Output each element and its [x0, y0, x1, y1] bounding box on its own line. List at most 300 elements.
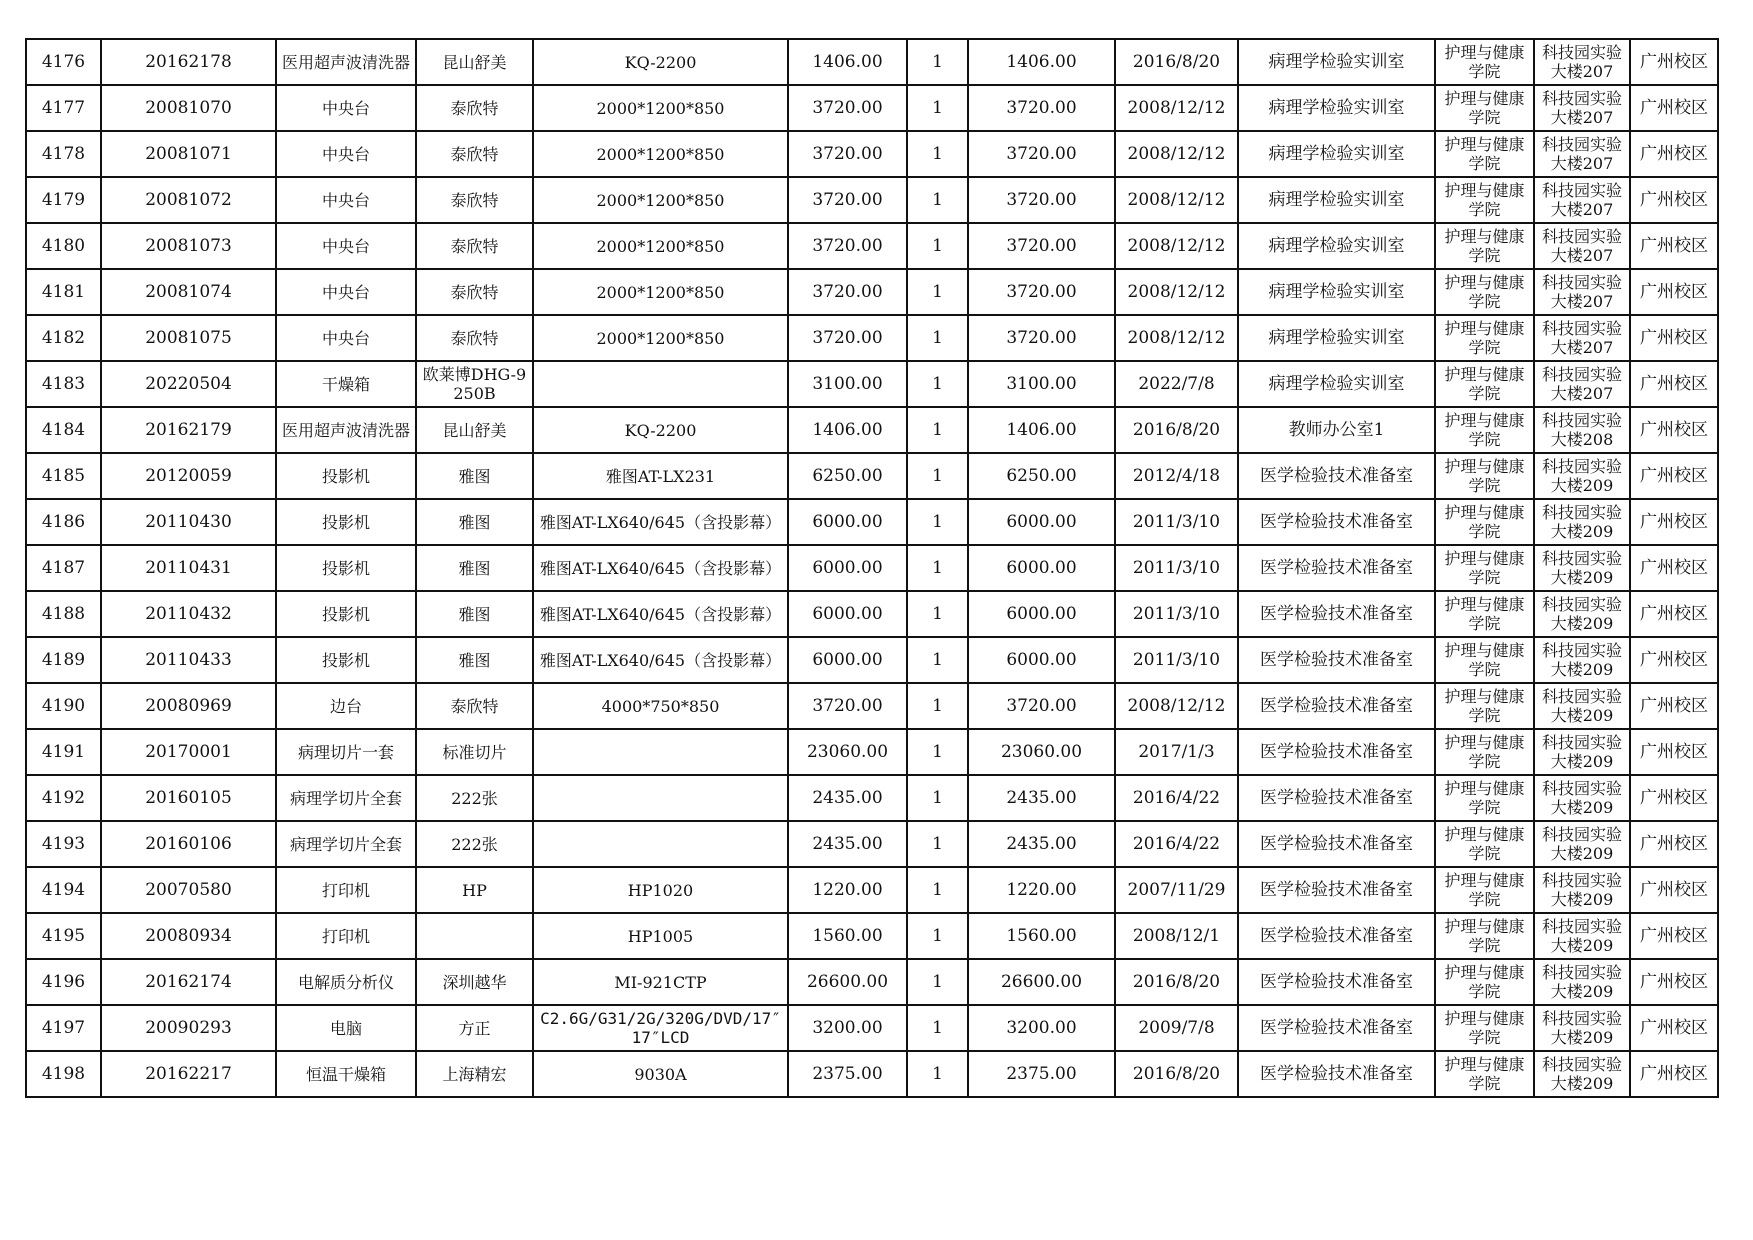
cell-department: 护理与健康学院 — [1435, 223, 1534, 269]
cell-model: 9030A — [533, 1051, 788, 1097]
cell-asset-no: 20160105 — [101, 775, 276, 821]
cell-department: 护理与健康学院 — [1435, 85, 1534, 131]
cell-building: 科技园实验大楼207 — [1534, 315, 1630, 361]
cell-unit-price: 6000.00 — [788, 637, 907, 683]
cell-equipment-name: 打印机 — [276, 913, 416, 959]
cell-brand: 雅图 — [416, 453, 533, 499]
cell-total-price: 1406.00 — [968, 39, 1115, 85]
cell-equipment-name: 投影机 — [276, 453, 416, 499]
cell-quantity: 1 — [907, 1051, 968, 1097]
cell-model: 2000*1200*850 — [533, 85, 788, 131]
cell-brand: 深圳越华 — [416, 959, 533, 1005]
cell-equipment-name: 病理切片一套 — [276, 729, 416, 775]
cell-purchase-date: 2008/12/12 — [1115, 315, 1238, 361]
cell-brand: 222张 — [416, 775, 533, 821]
cell-unit-price: 1406.00 — [788, 39, 907, 85]
cell-purchase-date: 2009/7/8 — [1115, 1005, 1238, 1051]
cell-seq-no: 4180 — [26, 223, 101, 269]
cell-brand: 雅图 — [416, 499, 533, 545]
cell-building: 科技园实验大楼209 — [1534, 499, 1630, 545]
cell-purchase-date: 2016/4/22 — [1115, 775, 1238, 821]
cell-asset-no: 20110433 — [101, 637, 276, 683]
cell-department: 护理与健康学院 — [1435, 269, 1534, 315]
cell-equipment-name: 中央台 — [276, 131, 416, 177]
cell-campus: 广州校区 — [1630, 959, 1718, 1005]
cell-quantity: 1 — [907, 223, 968, 269]
cell-asset-no: 20080934 — [101, 913, 276, 959]
cell-total-price: 6000.00 — [968, 637, 1115, 683]
cell-building: 科技园实验大楼209 — [1534, 683, 1630, 729]
cell-department: 护理与健康学院 — [1435, 499, 1534, 545]
cell-campus: 广州校区 — [1630, 867, 1718, 913]
cell-asset-no: 20110430 — [101, 499, 276, 545]
table-row — [26, 361, 1718, 407]
cell-room: 医学检验技术准备室 — [1238, 729, 1435, 775]
cell-quantity: 1 — [907, 361, 968, 407]
cell-asset-no: 20070580 — [101, 867, 276, 913]
cell-model: 2000*1200*850 — [533, 223, 788, 269]
cell-unit-price: 3720.00 — [788, 85, 907, 131]
cell-model: MI-921CTP — [533, 959, 788, 1005]
cell-brand: 泰欣特 — [416, 131, 533, 177]
cell-purchase-date: 2016/8/20 — [1115, 959, 1238, 1005]
table-row — [26, 913, 1718, 959]
cell-asset-no: 20220504 — [101, 361, 276, 407]
cell-model: C2.6G/G31/2G/320G/DVD/17″17″LCD — [533, 1005, 788, 1051]
cell-purchase-date: 2012/4/18 — [1115, 453, 1238, 499]
cell-seq-no: 4182 — [26, 315, 101, 361]
cell-building: 科技园实验大楼207 — [1534, 39, 1630, 85]
cell-quantity: 1 — [907, 177, 968, 223]
table-row — [26, 683, 1718, 729]
cell-brand: 昆山舒美 — [416, 39, 533, 85]
cell-total-price: 6000.00 — [968, 499, 1115, 545]
cell-room: 病理学检验实训室 — [1238, 361, 1435, 407]
cell-department: 护理与健康学院 — [1435, 729, 1534, 775]
cell-purchase-date: 2008/12/1 — [1115, 913, 1238, 959]
cell-total-price: 3100.00 — [968, 361, 1115, 407]
cell-purchase-date: 2008/12/12 — [1115, 683, 1238, 729]
cell-building: 科技园实验大楼209 — [1534, 591, 1630, 637]
cell-seq-no: 4181 — [26, 269, 101, 315]
table-row — [26, 1005, 1718, 1051]
cell-purchase-date: 2016/8/20 — [1115, 39, 1238, 85]
cell-total-price: 3720.00 — [968, 85, 1115, 131]
cell-equipment-name: 电解质分析仪 — [276, 959, 416, 1005]
cell-equipment-name: 电脑 — [276, 1005, 416, 1051]
cell-room: 病理学检验实训室 — [1238, 223, 1435, 269]
table-row — [26, 821, 1718, 867]
cell-seq-no: 4191 — [26, 729, 101, 775]
cell-department: 护理与健康学院 — [1435, 177, 1534, 223]
cell-building: 科技园实验大楼209 — [1534, 637, 1630, 683]
cell-equipment-name: 中央台 — [276, 177, 416, 223]
table-row — [26, 959, 1718, 1005]
cell-seq-no: 4179 — [26, 177, 101, 223]
cell-room: 医学检验技术准备室 — [1238, 453, 1435, 499]
cell-seq-no: 4198 — [26, 1051, 101, 1097]
cell-quantity: 1 — [907, 315, 968, 361]
cell-department: 护理与健康学院 — [1435, 821, 1534, 867]
cell-room: 医学检验技术准备室 — [1238, 591, 1435, 637]
cell-quantity: 1 — [907, 959, 968, 1005]
cell-department: 护理与健康学院 — [1435, 683, 1534, 729]
cell-seq-no: 4190 — [26, 683, 101, 729]
cell-equipment-name: 恒温干燥箱 — [276, 1051, 416, 1097]
cell-purchase-date: 2008/12/12 — [1115, 177, 1238, 223]
cell-room: 病理学检验实训室 — [1238, 39, 1435, 85]
cell-purchase-date: 2008/12/12 — [1115, 269, 1238, 315]
cell-campus: 广州校区 — [1630, 223, 1718, 269]
table-row — [26, 315, 1718, 361]
cell-quantity: 1 — [907, 499, 968, 545]
cell-campus: 广州校区 — [1630, 131, 1718, 177]
cell-campus: 广州校区 — [1630, 269, 1718, 315]
cell-quantity: 1 — [907, 1005, 968, 1051]
cell-seq-no: 4187 — [26, 545, 101, 591]
cell-asset-no: 20162179 — [101, 407, 276, 453]
table-row — [26, 591, 1718, 637]
cell-unit-price: 3100.00 — [788, 361, 907, 407]
cell-department: 护理与健康学院 — [1435, 361, 1534, 407]
cell-equipment-name: 中央台 — [276, 85, 416, 131]
cell-room: 医学检验技术准备室 — [1238, 821, 1435, 867]
cell-unit-price: 1220.00 — [788, 867, 907, 913]
cell-asset-no: 20081072 — [101, 177, 276, 223]
cell-asset-no: 20081073 — [101, 223, 276, 269]
cell-asset-no: 20162217 — [101, 1051, 276, 1097]
cell-campus: 广州校区 — [1630, 637, 1718, 683]
cell-room: 病理学检验实训室 — [1238, 177, 1435, 223]
cell-room: 医学检验技术准备室 — [1238, 499, 1435, 545]
cell-total-price: 3720.00 — [968, 131, 1115, 177]
table-row — [26, 1051, 1718, 1097]
cell-quantity: 1 — [907, 269, 968, 315]
cell-building: 科技园实验大楼207 — [1534, 269, 1630, 315]
cell-quantity: 1 — [907, 85, 968, 131]
cell-asset-no: 20081071 — [101, 131, 276, 177]
cell-unit-price: 3720.00 — [788, 315, 907, 361]
cell-seq-no: 4183 — [26, 361, 101, 407]
cell-building: 科技园实验大楼209 — [1534, 1051, 1630, 1097]
table-row — [26, 775, 1718, 821]
cell-building: 科技园实验大楼207 — [1534, 85, 1630, 131]
cell-model: HP1005 — [533, 913, 788, 959]
cell-campus: 广州校区 — [1630, 729, 1718, 775]
cell-department: 护理与健康学院 — [1435, 959, 1534, 1005]
cell-room: 医学检验技术准备室 — [1238, 913, 1435, 959]
cell-campus: 广州校区 — [1630, 591, 1718, 637]
cell-brand: 泰欣特 — [416, 315, 533, 361]
cell-equipment-name: 医用超声波清洗器 — [276, 407, 416, 453]
cell-purchase-date: 2011/3/10 — [1115, 499, 1238, 545]
table-row — [26, 85, 1718, 131]
cell-model: 雅图AT-LX640/645（含投影幕） — [533, 545, 788, 591]
cell-seq-no: 4185 — [26, 453, 101, 499]
cell-unit-price: 2375.00 — [788, 1051, 907, 1097]
cell-asset-no: 20160106 — [101, 821, 276, 867]
cell-purchase-date: 2011/3/10 — [1115, 545, 1238, 591]
cell-seq-no: 4189 — [26, 637, 101, 683]
cell-brand: 雅图 — [416, 545, 533, 591]
cell-equipment-name: 中央台 — [276, 223, 416, 269]
cell-equipment-name: 干燥箱 — [276, 361, 416, 407]
cell-total-price: 2435.00 — [968, 775, 1115, 821]
cell-quantity: 1 — [907, 453, 968, 499]
cell-seq-no: 4188 — [26, 591, 101, 637]
cell-asset-no: 20081074 — [101, 269, 276, 315]
cell-model: 4000*750*850 — [533, 683, 788, 729]
cell-seq-no: 4186 — [26, 499, 101, 545]
cell-department: 护理与健康学院 — [1435, 913, 1534, 959]
cell-equipment-name: 边台 — [276, 683, 416, 729]
cell-total-price: 3720.00 — [968, 269, 1115, 315]
cell-department: 护理与健康学院 — [1435, 591, 1534, 637]
cell-campus: 广州校区 — [1630, 407, 1718, 453]
cell-total-price: 1220.00 — [968, 867, 1115, 913]
cell-building: 科技园实验大楼209 — [1534, 453, 1630, 499]
cell-equipment-name: 投影机 — [276, 545, 416, 591]
cell-unit-price: 3720.00 — [788, 223, 907, 269]
cell-room: 病理学检验实训室 — [1238, 85, 1435, 131]
cell-quantity: 1 — [907, 591, 968, 637]
cell-room: 医学检验技术准备室 — [1238, 1005, 1435, 1051]
cell-quantity: 1 — [907, 867, 968, 913]
cell-asset-no: 20081075 — [101, 315, 276, 361]
cell-total-price: 3720.00 — [968, 315, 1115, 361]
cell-model: 2000*1200*850 — [533, 131, 788, 177]
cell-department: 护理与健康学院 — [1435, 637, 1534, 683]
cell-model — [533, 361, 788, 407]
cell-brand: 泰欣特 — [416, 85, 533, 131]
cell-total-price: 2435.00 — [968, 821, 1115, 867]
cell-department: 护理与健康学院 — [1435, 315, 1534, 361]
cell-unit-price: 3720.00 — [788, 131, 907, 177]
cell-asset-no: 20170001 — [101, 729, 276, 775]
cell-total-price: 23060.00 — [968, 729, 1115, 775]
cell-building: 科技园实验大楼209 — [1534, 867, 1630, 913]
cell-equipment-name: 中央台 — [276, 269, 416, 315]
cell-unit-price: 6000.00 — [788, 499, 907, 545]
cell-room: 医学检验技术准备室 — [1238, 637, 1435, 683]
table-row — [26, 729, 1718, 775]
cell-campus: 广州校区 — [1630, 775, 1718, 821]
cell-building: 科技园实验大楼209 — [1534, 821, 1630, 867]
cell-model: KQ-2200 — [533, 407, 788, 453]
table-row — [26, 867, 1718, 913]
cell-quantity: 1 — [907, 729, 968, 775]
table-row — [26, 177, 1718, 223]
cell-model: 雅图AT-LX640/645（含投影幕） — [533, 637, 788, 683]
cell-asset-no: 20162178 — [101, 39, 276, 85]
cell-department: 护理与健康学院 — [1435, 775, 1534, 821]
cell-total-price: 3720.00 — [968, 223, 1115, 269]
table-row — [26, 545, 1718, 591]
cell-building: 科技园实验大楼209 — [1534, 1005, 1630, 1051]
table-row — [26, 637, 1718, 683]
cell-building: 科技园实验大楼207 — [1534, 131, 1630, 177]
cell-equipment-name: 投影机 — [276, 637, 416, 683]
cell-brand: 标准切片 — [416, 729, 533, 775]
cell-campus: 广州校区 — [1630, 453, 1718, 499]
cell-campus: 广州校区 — [1630, 1051, 1718, 1097]
cell-campus: 广州校区 — [1630, 499, 1718, 545]
cell-room: 病理学检验实训室 — [1238, 315, 1435, 361]
cell-model — [533, 775, 788, 821]
cell-brand: 欧莱博DHG-9250B — [416, 361, 533, 407]
cell-building: 科技园实验大楼207 — [1534, 361, 1630, 407]
cell-brand: 雅图 — [416, 591, 533, 637]
cell-quantity: 1 — [907, 131, 968, 177]
cell-seq-no: 4178 — [26, 131, 101, 177]
cell-unit-price: 3720.00 — [788, 177, 907, 223]
cell-campus: 广州校区 — [1630, 177, 1718, 223]
cell-brand: 泰欣特 — [416, 223, 533, 269]
cell-room: 医学检验技术准备室 — [1238, 867, 1435, 913]
cell-campus: 广州校区 — [1630, 315, 1718, 361]
cell-purchase-date: 2008/12/12 — [1115, 131, 1238, 177]
cell-asset-no: 20081070 — [101, 85, 276, 131]
cell-asset-no: 20080969 — [101, 683, 276, 729]
cell-model: 2000*1200*850 — [533, 315, 788, 361]
cell-seq-no: 4184 — [26, 407, 101, 453]
cell-seq-no: 4176 — [26, 39, 101, 85]
table-row — [26, 453, 1718, 499]
cell-quantity: 1 — [907, 637, 968, 683]
cell-purchase-date: 2011/3/10 — [1115, 637, 1238, 683]
cell-building: 科技园实验大楼209 — [1534, 775, 1630, 821]
cell-purchase-date: 2022/7/8 — [1115, 361, 1238, 407]
table-row — [26, 39, 1718, 85]
cell-asset-no: 20162174 — [101, 959, 276, 1005]
cell-purchase-date: 2007/11/29 — [1115, 867, 1238, 913]
cell-total-price: 6000.00 — [968, 591, 1115, 637]
cell-building: 科技园实验大楼209 — [1534, 959, 1630, 1005]
cell-unit-price: 23060.00 — [788, 729, 907, 775]
cell-unit-price: 3200.00 — [788, 1005, 907, 1051]
cell-unit-price: 2435.00 — [788, 775, 907, 821]
cell-room: 医学检验技术准备室 — [1238, 959, 1435, 1005]
cell-unit-price: 2435.00 — [788, 821, 907, 867]
cell-department: 护理与健康学院 — [1435, 131, 1534, 177]
equipment-table — [25, 38, 1719, 1098]
cell-asset-no: 20110431 — [101, 545, 276, 591]
cell-seq-no: 4196 — [26, 959, 101, 1005]
cell-purchase-date: 2011/3/10 — [1115, 591, 1238, 637]
cell-building: 科技园实验大楼209 — [1534, 913, 1630, 959]
cell-brand: 上海精宏 — [416, 1051, 533, 1097]
cell-building: 科技园实验大楼209 — [1534, 545, 1630, 591]
cell-total-price: 6000.00 — [968, 545, 1115, 591]
cell-campus: 广州校区 — [1630, 683, 1718, 729]
cell-model: 雅图AT-LX231 — [533, 453, 788, 499]
cell-asset-no: 20120059 — [101, 453, 276, 499]
cell-room: 病理学检验实训室 — [1238, 269, 1435, 315]
cell-unit-price: 3720.00 — [788, 683, 907, 729]
table-row — [26, 407, 1718, 453]
table-row — [26, 499, 1718, 545]
cell-total-price: 6250.00 — [968, 453, 1115, 499]
cell-building: 科技园实验大楼208 — [1534, 407, 1630, 453]
cell-campus: 广州校区 — [1630, 1005, 1718, 1051]
cell-unit-price: 1406.00 — [788, 407, 907, 453]
cell-quantity: 1 — [907, 39, 968, 85]
cell-quantity: 1 — [907, 913, 968, 959]
cell-total-price: 2375.00 — [968, 1051, 1115, 1097]
cell-brand: 222张 — [416, 821, 533, 867]
cell-unit-price: 1560.00 — [788, 913, 907, 959]
cell-campus: 广州校区 — [1630, 361, 1718, 407]
cell-model — [533, 729, 788, 775]
cell-quantity: 1 — [907, 545, 968, 591]
cell-equipment-name: 打印机 — [276, 867, 416, 913]
cell-model: 2000*1200*850 — [533, 177, 788, 223]
cell-room: 医学检验技术准备室 — [1238, 545, 1435, 591]
cell-unit-price: 6000.00 — [788, 591, 907, 637]
cell-seq-no: 4193 — [26, 821, 101, 867]
cell-room: 教师办公室1 — [1238, 407, 1435, 453]
cell-model: 雅图AT-LX640/645（含投影幕） — [533, 499, 788, 545]
cell-campus: 广州校区 — [1630, 545, 1718, 591]
cell-campus: 广州校区 — [1630, 85, 1718, 131]
cell-asset-no: 20110432 — [101, 591, 276, 637]
cell-room: 医学检验技术准备室 — [1238, 683, 1435, 729]
cell-model: HP1020 — [533, 867, 788, 913]
cell-unit-price: 3720.00 — [788, 269, 907, 315]
cell-brand: HP — [416, 867, 533, 913]
table-row — [26, 131, 1718, 177]
cell-equipment-name: 投影机 — [276, 591, 416, 637]
cell-equipment-name: 投影机 — [276, 499, 416, 545]
cell-building: 科技园实验大楼207 — [1534, 223, 1630, 269]
cell-room: 医学检验技术准备室 — [1238, 775, 1435, 821]
cell-quantity: 1 — [907, 821, 968, 867]
cell-equipment-name: 病理学切片全套 — [276, 775, 416, 821]
cell-quantity: 1 — [907, 775, 968, 821]
cell-brand: 雅图 — [416, 637, 533, 683]
cell-brand: 泰欣特 — [416, 269, 533, 315]
cell-seq-no: 4177 — [26, 85, 101, 131]
cell-equipment-name: 中央台 — [276, 315, 416, 361]
cell-purchase-date: 2008/12/12 — [1115, 223, 1238, 269]
cell-model: 雅图AT-LX640/645（含投影幕） — [533, 591, 788, 637]
cell-seq-no: 4197 — [26, 1005, 101, 1051]
cell-total-price: 3720.00 — [968, 177, 1115, 223]
cell-brand: 泰欣特 — [416, 683, 533, 729]
cell-equipment-name: 医用超声波清洗器 — [276, 39, 416, 85]
cell-total-price: 3200.00 — [968, 1005, 1115, 1051]
cell-model — [533, 821, 788, 867]
cell-seq-no: 4195 — [26, 913, 101, 959]
cell-department: 护理与健康学院 — [1435, 407, 1534, 453]
cell-quantity: 1 — [907, 407, 968, 453]
cell-model: 2000*1200*850 — [533, 269, 788, 315]
cell-quantity: 1 — [907, 683, 968, 729]
cell-brand: 昆山舒美 — [416, 407, 533, 453]
cell-purchase-date: 2016/8/20 — [1115, 1051, 1238, 1097]
cell-department: 护理与健康学院 — [1435, 867, 1534, 913]
cell-department: 护理与健康学院 — [1435, 545, 1534, 591]
cell-purchase-date: 2016/4/22 — [1115, 821, 1238, 867]
cell-asset-no: 20090293 — [101, 1005, 276, 1051]
cell-building: 科技园实验大楼207 — [1534, 177, 1630, 223]
cell-campus: 广州校区 — [1630, 913, 1718, 959]
cell-total-price: 1406.00 — [968, 407, 1115, 453]
cell-campus: 广州校区 — [1630, 39, 1718, 85]
table-row — [26, 223, 1718, 269]
cell-seq-no: 4192 — [26, 775, 101, 821]
cell-total-price: 3720.00 — [968, 683, 1115, 729]
